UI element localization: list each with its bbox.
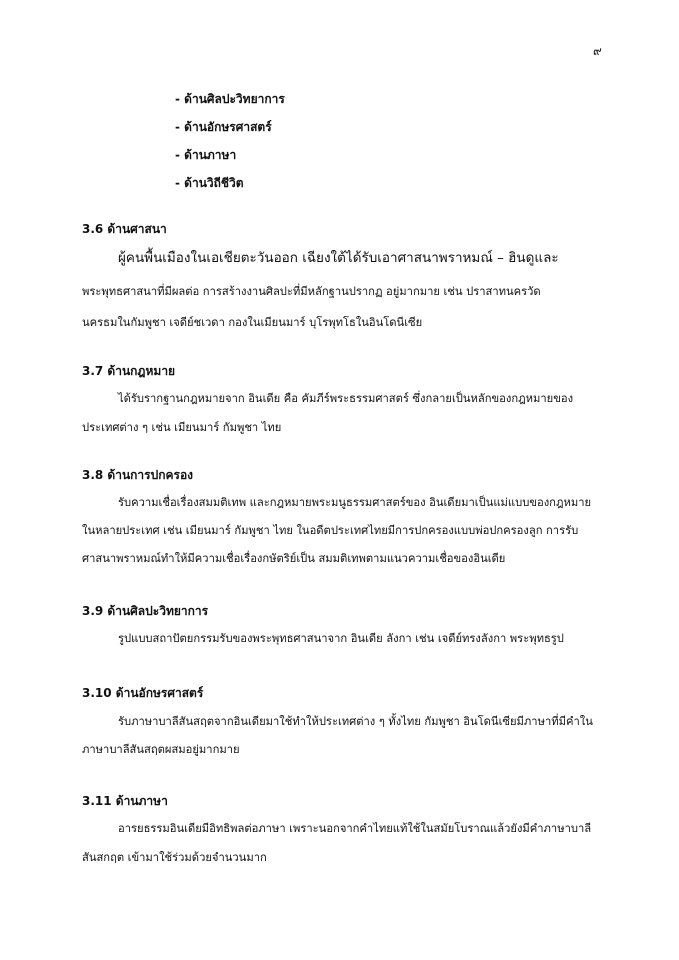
paragraph-line: ในหลายประเทศ เช่น เมียนมาร์ กัมพูชา ไทย ในอดีตประเทศไทยมีการปกครองแบบพ่อปกครองลูก การรับ <box>82 524 579 537</box>
topic-list-item: - ด้านภาษา <box>175 148 237 162</box>
section-heading-arts-sciences: 3.9 ด้านศิลปะวิทยาการ <box>82 604 209 618</box>
paragraph-line: อารยธรรมอินเดียมีอิทธิพลต่อภาษา เพราะนอกจากคำไทยแท้ใช้ในสมัยโบราณแล้วยังมีคำภาษาบาลี <box>118 822 592 835</box>
section-heading-letters: 3.10 ด้านอักษรศาสตร์ <box>82 686 204 700</box>
paragraph-line: รับความเชื่อเรื่องสมมติเทพ และกฎหมายพระมนูธรรมศาสตร์ของ อินเดียมาเป็นแม่แบบของกฎหมาย <box>118 496 592 509</box>
paragraph-line: รูปแบบสถาปัตยกรรมรับของพระพุทธศาสนาจาก อินเดีย ลังกา เช่น เจดีย์ทรงลังกา พระพุทธรูป <box>118 632 564 645</box>
topic-list-item: - ด้านอักษรศาสตร์ <box>175 120 272 134</box>
section-heading-law: 3.7 ด้านกฎหมาย <box>82 364 176 378</box>
paragraph-line: ภาษาบาลีสันสฤตผสมอยู่มากมาย <box>82 743 240 756</box>
section-heading-language: 3.11 ด้านภาษา <box>82 794 168 808</box>
paragraph-line: ศาสนาพราหมณ์ทำให้มีความเชื่อเรื่องกษัตริย์เป็น สมมติเทพตามแนวความเชื่อของอินเดีย <box>82 552 506 565</box>
paragraph-line: นครธมในกัมพูชา เจดีย์ชเวดา กองในเมียนมาร์ บุโรพุทโธในอินโดนีเซีย <box>82 316 423 329</box>
paragraph-line: ผู้คนพื้นเมืองในเอเชียตะวันออก เฉียงใต้ได้รับเอาศาสนาพราหมณ์ – ฮินดูและ <box>118 250 559 266</box>
topic-list-item: - ด้านวิถีชีวิต <box>175 176 244 190</box>
section-heading-religion: 3.6 ด้านศาสนา <box>82 222 167 236</box>
topic-list <box>175 85 285 197</box>
page-number: ๙ <box>593 44 602 58</box>
paragraph-line: พระพุทธศาสนาที่มีผลต่อ การสร้างงานศิลปะที่มีหลักฐานปรากฏ อยู่มากมาย เช่น ปราสาทนครวัด <box>82 285 541 298</box>
paragraph-line: รับภาษาบาลีสันสฤตจากอินเดียมาใช้ทำให้ประเทศต่าง ๆ ทั้งไทย กัมพูชา อินโดนีเซียมีภาษาที่มีคำใน <box>118 715 593 728</box>
paragraph-line: ได้รับรากฐานกฎหมายจาก อินเดีย คือ คัมภีร์พระธรรมศาสตร์ ซึ่งกลายเป็นหลักของกฎหมายของ <box>118 392 574 405</box>
paragraph-line: สันสกฤต เข้ามาใช้ร่วมด้วยจำนวนมาก <box>82 851 267 864</box>
section-heading-governance: 3.8 ด้านการปกครอง <box>82 468 194 482</box>
paragraph-line: ประเทศต่าง ๆ เช่น เมียนมาร์ กัมพูชา ไทย <box>82 421 282 434</box>
topic-list-item: - ด้านศิลปะวิทยาการ <box>175 92 285 106</box>
